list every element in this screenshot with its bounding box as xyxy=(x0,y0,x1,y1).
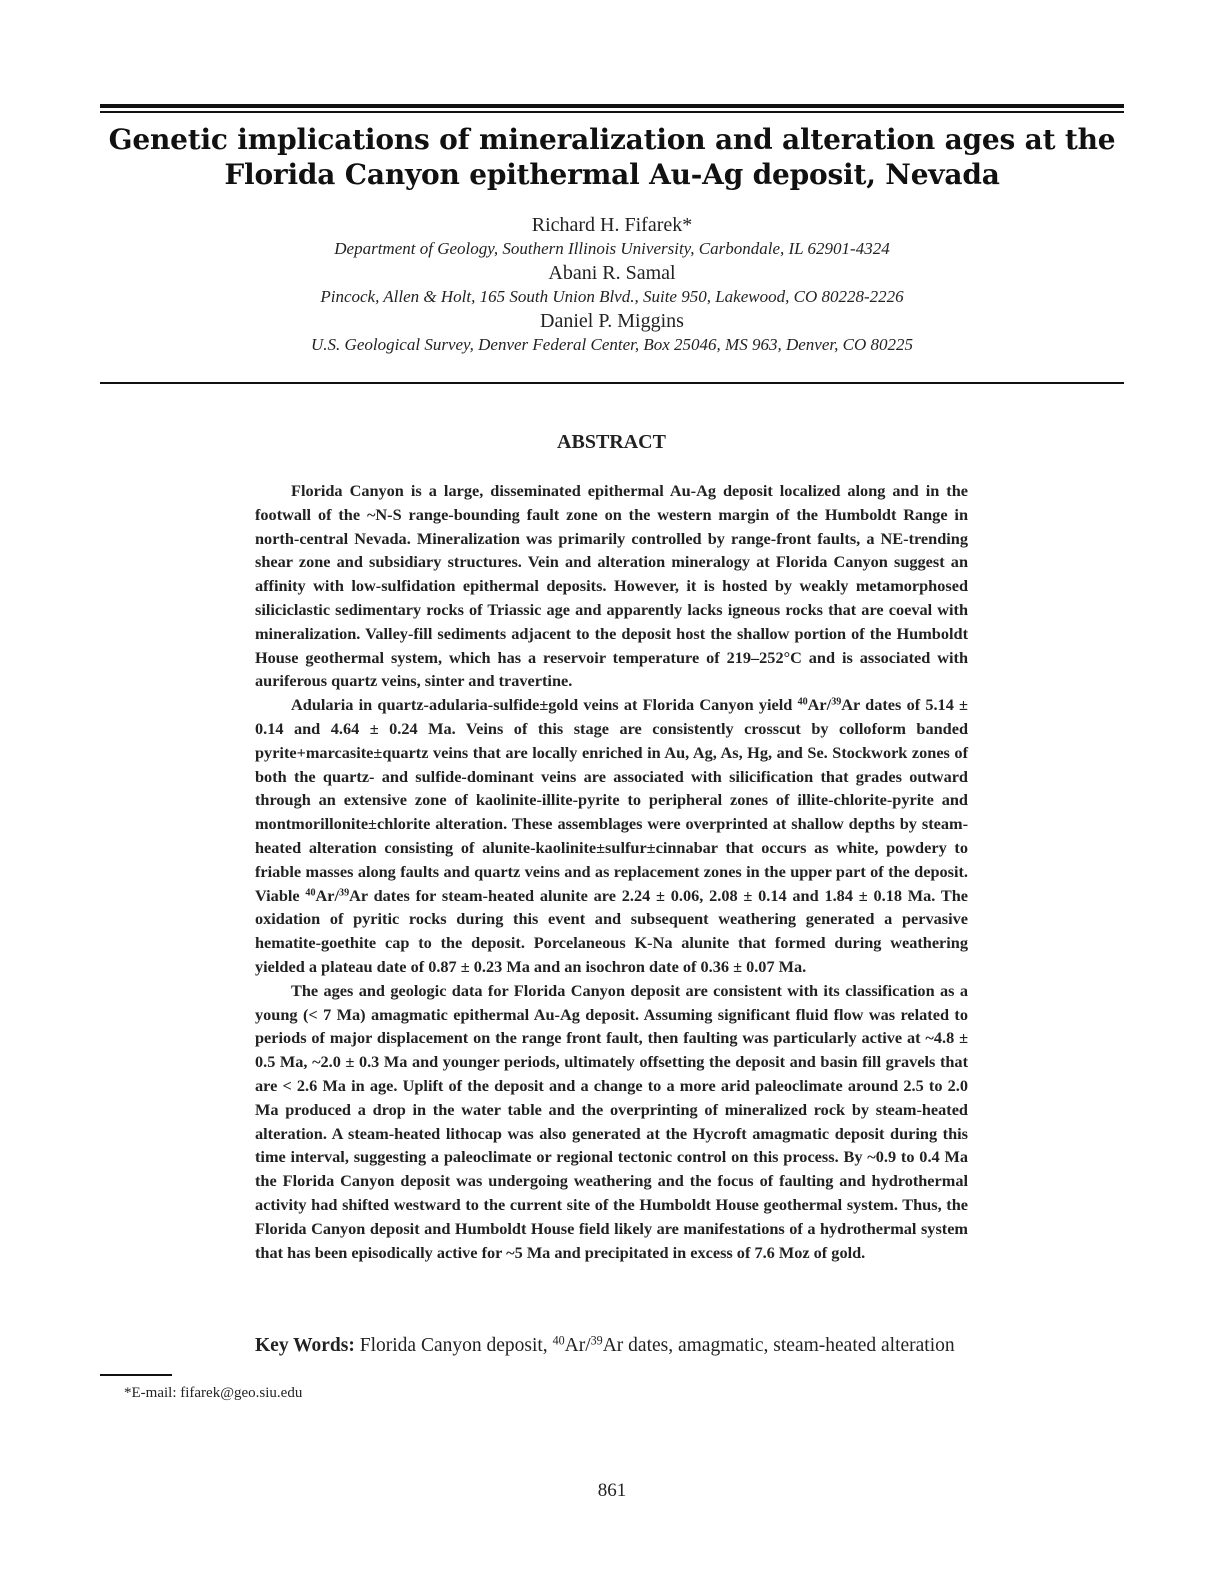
isotope-superscript: 40 xyxy=(305,887,316,898)
author-block xyxy=(100,213,1124,357)
author-affiliation: Pincock, Allen & Holt, 165 South Union Blvd., Suite 950, Lakewood, CO 80228-2226 xyxy=(320,287,904,306)
paper-title: Genetic implications of mineralization and alteration ages at the Florida Canyon epithermal Au-Ag deposit, Nevada xyxy=(108,123,1116,191)
isotope-symbol: Ar/ xyxy=(564,1335,591,1356)
isotope-symbol: Ar/ xyxy=(315,885,340,905)
isotope-superscript: 39 xyxy=(831,696,842,708)
abstract-text: Ar dates for steam-heated alunite are 2.24 ± 0.06, 2.08 ± 0.14 and 1.84 ± 0.18 Ma. The oxidation of pyritic rocks during this event and subsequent weathering generated a pervasive hematite-goethite cap to the deposit. Porcelaneous K-Na alunite that formed during weathering yielded a plateau date of 0.87 ± 0.23 Ma and an isochron date of 0.36 ± 0.07 Ma. xyxy=(255,885,968,976)
isotope-superscript: 40 xyxy=(797,696,808,708)
author-name: Abani R. Samal xyxy=(548,262,676,284)
abstract-text: Adularia in quartz-adularia-sulfide±gold veins at Florida Canyon yield xyxy=(291,695,798,715)
abstract-paragraph-2 xyxy=(255,693,968,979)
footnote-email: *E-mail: fifarek@geo.siu.edu xyxy=(124,1385,303,1401)
abstract-heading: ABSTRACT xyxy=(557,431,666,453)
keywords-text: Florida Canyon deposit, xyxy=(354,1335,553,1356)
header-divider xyxy=(100,382,1124,384)
isotope-superscript: 40 xyxy=(552,1333,565,1348)
keywords-text: Ar dates, amagmatic, steam-heated alteration xyxy=(602,1335,955,1356)
author-name: Daniel P. Miggins xyxy=(540,310,684,332)
keywords-line xyxy=(255,1333,975,1359)
abstract-paragraph-1: Florida Canyon is a large, disseminated epithermal Au-Ag deposit localized along and in the footwall of the ~N-S range-bounding fault zone on the western margin of the Humboldt Range in north-central Nevada. Mineralization was primarily controlled by range-front faults, a NE-trending shear zone and subsidiary structures. Vein and alteration mineralogy at Florida Canyon suggest an affinity with low-sulfidation epithermal deposits. However, it is hosted by weakly metamorphosed siliciclastic sedimentary rocks of Triassic age and apparently lacks igneous rocks that are coeval with mineralization. Valley-fill sediments adjacent to the deposit host the shallow portion of the Humboldt House geothermal system, which has a reservoir temperature of 219–252°C and is associated with auriferous quartz veins, sinter and travertine. xyxy=(255,481,968,691)
title-double-rule xyxy=(100,104,1124,113)
author-name: Richard H. Fifarek* xyxy=(531,214,693,236)
isotope-superscript: 39 xyxy=(590,1333,603,1348)
page-number: 861 xyxy=(597,1480,627,1501)
abstract-paragraph-3: The ages and geologic data for Florida Canyon deposit are consistent with its classification as a young (< 7 Ma) amagmatic epithermal Au-Ag deposit. Assuming significant fluid flow was related to periods of major displacement on the range front fault, then faulting was particularly active at ~4.8 ± 0.5 Ma, ~2.0 ± 0.3 Ma and younger periods, ultimately offsetting the deposit and basin fill gravels that are < 2.6 Ma in age. Uplift of the deposit and a change to a more arid paleoclimate around 2.5 to 2.0 Ma produced a drop in the water table and the overprinting of mineralized rock by steam-heated alteration. A steam-heated lithocap was also generated at the Hycroft amagmatic deposit during this time interval, suggesting a paleoclimate or regional tectonic control on this process. By ~0.9 to 0.4 Ma the Florida Canyon deposit was undergoing weathering and the focus of faulting and hydrothermal activity had shifted westward to the current site of the Humboldt House geothermal system. Thus, the Florida Canyon deposit and Humboldt House field likely are manifestations of a hydrothermal system that has been episodically active for ~5 Ma and precipitated in excess of 7.6 Moz of gold. xyxy=(255,980,968,1262)
keywords-label: Key Words: xyxy=(255,1335,355,1356)
abstract-text: Ar dates of 5.14 ± 0.14 and 4.64 ± 0.24 Ma. Veins of this stage are consistently crosscut by colloform banded pyrite+marcasite±quartz veins that are locally enriched in Au, Ag, As, Hg, and Se. Stockwork zones of both the quartz- and sulfide-dominant veins are associated with silicification that grades outward through an extensive zone of kaolinite-illite-pyrite to peripheral zones of illite-chlorite-pyrite and montmorillonite±chlorite alteration. These assemblages were overprinted at shallow depths by steam-heated alteration consisting of alunite-kaolinite±sulfur±cinnabar that occurs as white, powdery to friable masses along faults and quartz veins and as replacement zones in the upper part of the deposit. Viable xyxy=(255,695,968,905)
footnote-rule xyxy=(100,1374,172,1376)
abstract-body xyxy=(255,479,968,1264)
isotope-superscript: 39 xyxy=(339,887,350,898)
author-affiliation: U.S. Geological Survey, Denver Federal Center, Box 25046, MS 963, Denver, CO 80225 xyxy=(311,335,913,354)
isotope-symbol: Ar/ xyxy=(807,695,832,715)
author-affiliation: Department of Geology, Southern Illinois University, Carbondale, IL 62901-4324 xyxy=(334,239,890,258)
